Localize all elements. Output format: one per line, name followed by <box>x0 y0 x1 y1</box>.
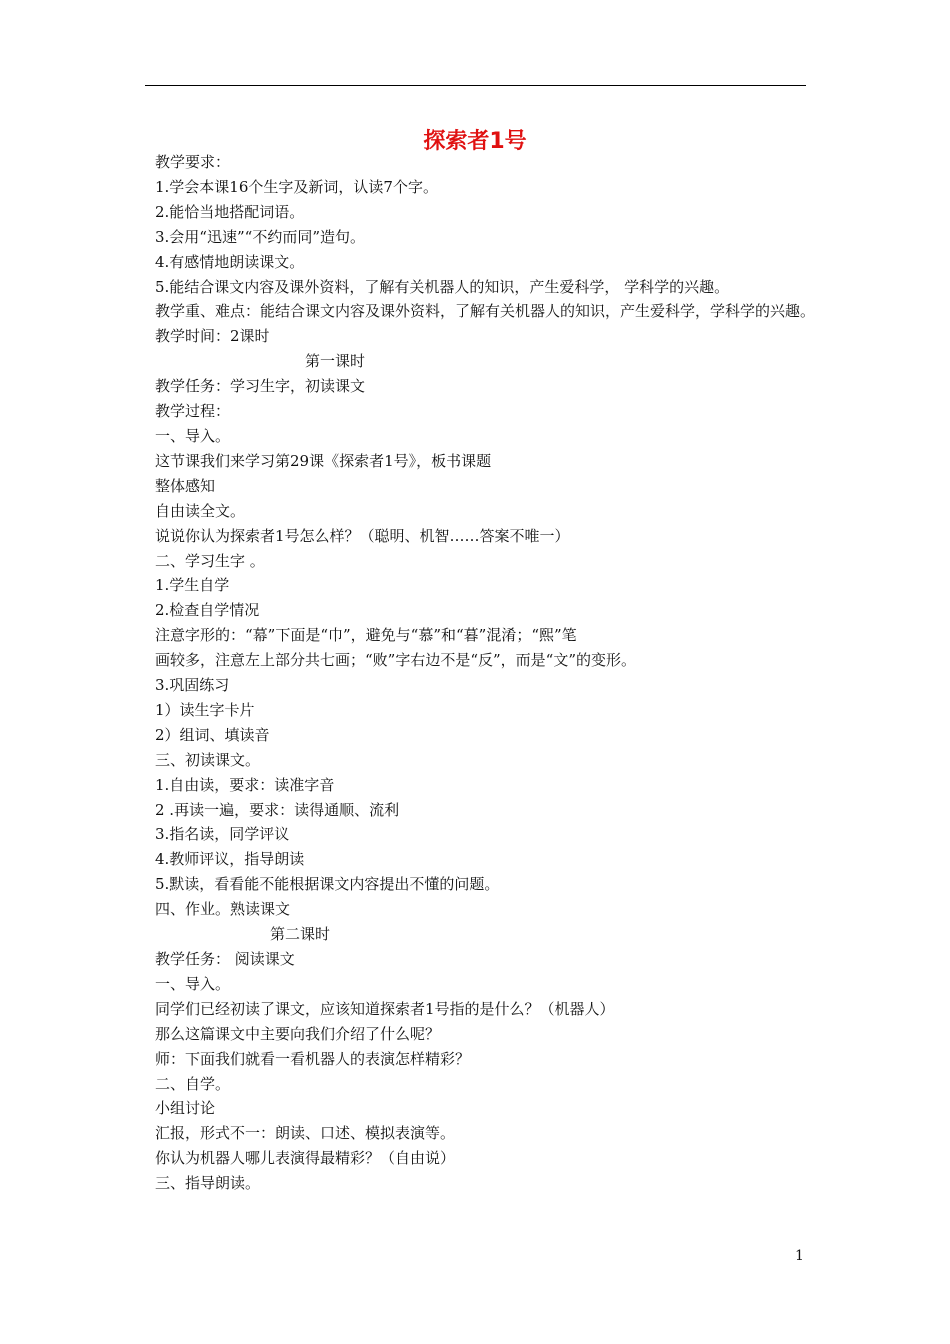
text-line: 一、导入。 <box>155 426 231 445</box>
document-title: 探索者1号 <box>423 129 527 154</box>
page-number: 1 <box>795 1248 804 1264</box>
text-line: 教学时间：2课时 <box>155 327 270 346</box>
text-line: 1.学生自学 <box>155 576 230 595</box>
text-line: 3.巩固练习 <box>155 676 230 695</box>
text-line: 5.默读，看看能不能根据课文内容提出不懂的问题。 <box>155 875 500 894</box>
text-line: 整体感知 <box>155 476 216 495</box>
text-line: 3.指名读，同学评议 <box>155 825 290 844</box>
text-line: 四、作业。熟读课文 <box>155 900 291 919</box>
section-heading: 第二课时 <box>270 925 331 944</box>
text-line: 三、初读课文。 <box>155 750 261 769</box>
text-line: 师：下面我们就看一看机器人的表演怎样精彩？ <box>155 1049 471 1068</box>
text-line: 二、学习生字 。 <box>155 551 265 570</box>
text-line: 1.学会本课16个生字及新词，认读7个字。 <box>155 177 438 196</box>
document-body <box>155 150 815 1196</box>
section-heading: 第一课时 <box>305 352 366 371</box>
text-line: 5.能结合课文内容及课外资料，了解有关机器人的知识，产生爱科学， 学科学的兴趣。 <box>155 277 730 296</box>
text-line: 4.有感情地朗读课文。 <box>155 252 305 271</box>
text-line: 教学重、难点：能结合课文内容及课外资料，了解有关机器人的知识，产生爱科学，学科学的兴趣。 <box>155 302 816 321</box>
text-line: 画较多，注意左上部分共七画；“败”字右边不是“反”，而是“文”的变形。 <box>155 651 637 670</box>
text-line: 同学们已经初读了课文，应该知道探索者1号指的是什么？（机器人） <box>155 999 615 1018</box>
text-line: 2.检查自学情况 <box>155 601 260 620</box>
text-line: 1.自由读，要求：读准字音 <box>155 775 335 794</box>
text-line: 2.能恰当地搭配词语。 <box>155 202 305 221</box>
text-line: 小组讨论 <box>155 1099 216 1118</box>
text-line: 二、自学。 <box>155 1074 231 1093</box>
text-line: 你认为机器人哪儿表演得最精彩？（自由说） <box>155 1149 456 1168</box>
text-line: 教学任务： 阅读课文 <box>155 950 295 968</box>
text-line: 说说你认为探索者1号怎么样？（聪明、机智……答案不唯一） <box>155 526 570 545</box>
text-line: 2）组词、填读音 <box>155 725 270 744</box>
text-line: 3.会用“迅速”“不约而同”造句。 <box>155 227 365 246</box>
header-rule <box>145 85 806 86</box>
text-line: 那么这篇课文中主要向我们介绍了什么呢？ <box>155 1024 441 1043</box>
text-line: 自由读全文。 <box>155 501 246 520</box>
text-line: 教学任务：学习生字，初读课文 <box>155 377 366 396</box>
text-line: 三、指导朗读。 <box>155 1174 261 1193</box>
text-line: 教学过程： <box>155 402 231 421</box>
text-line: 4.教师评议，指导朗读 <box>155 850 305 869</box>
text-line: 汇报，形式不一：朗读、口述、模拟表演等。 <box>155 1124 456 1143</box>
text-line: 教学要求： <box>155 153 231 171</box>
text-line: 一、导入。 <box>155 974 231 993</box>
text-line: 这节课我们来学习第29课《探索者1号》，板书课题 <box>155 451 492 470</box>
text-line: 2 .再读一遍，要求：读得通顺、流利 <box>155 800 400 819</box>
text-line: 1）读生字卡片 <box>155 700 255 719</box>
text-line: 注意字形的：“幕”下面是“巾”，避免与“慕”和“暮”混淆；“熙”笔 <box>155 626 577 645</box>
